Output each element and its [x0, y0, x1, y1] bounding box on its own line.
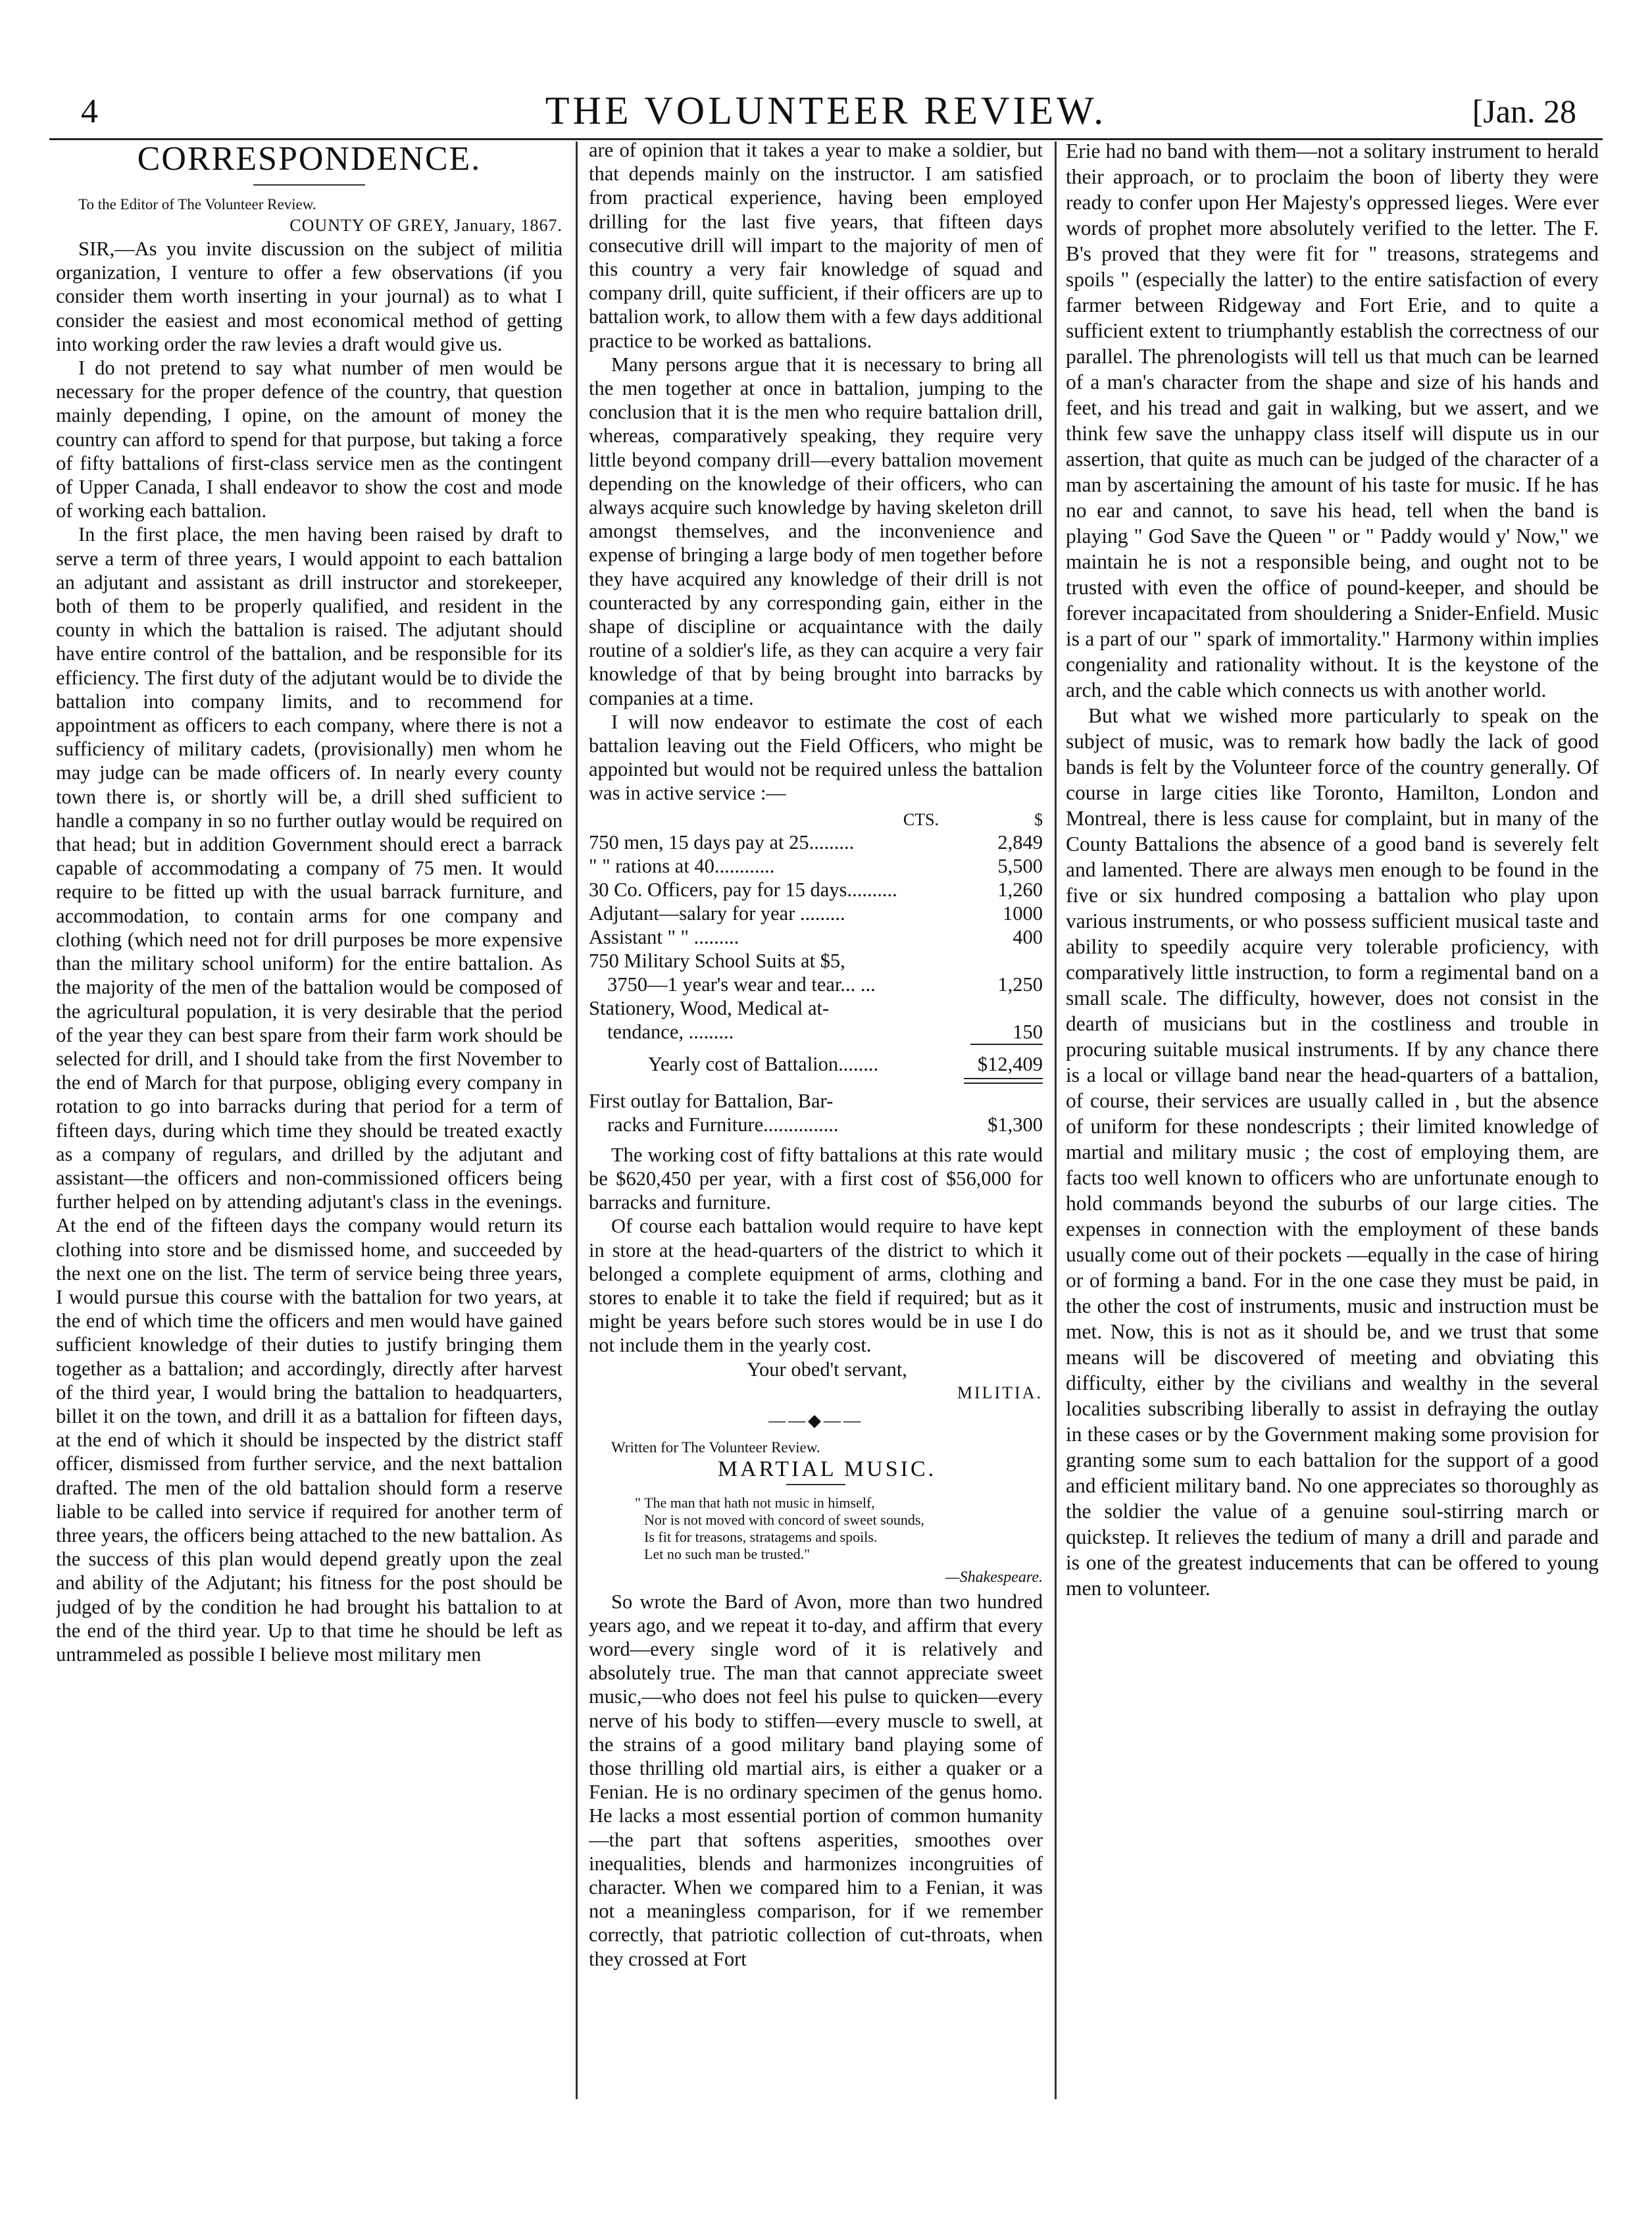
column-1	[56, 138, 563, 2106]
cost-label: " " rations at 40............	[589, 854, 775, 877]
section-heading: CORRESPONDENCE.	[137, 140, 482, 178]
cost-row	[589, 902, 1043, 925]
column-3	[1066, 138, 1599, 2106]
cost-amount: 400	[1013, 925, 1043, 948]
first-outlay-label: racks and Furniture...............	[607, 1113, 839, 1136]
total-double-rule	[964, 1078, 1043, 1084]
epigraph	[589, 1494, 1043, 1563]
issue-date: [Jan. 28	[1472, 93, 1576, 130]
cost-amount: 5,500	[997, 854, 1043, 877]
cost-row	[589, 925, 1043, 949]
letter-paragraph: I do not pretend to say what number of men would be necessary for the proper defence of the country, that question mainly depending, I opine, on the amount of money the country can afford to spend for that purpose, but taking a force of fifty battalions of first-class service men as the contingent of Upper Canada, I shall endeavor to show the cost and mode of working each battalion.	[56, 357, 563, 522]
letter-paragraph: are of opinion that it takes a year to make a soldier, but that depends mainly on the instructor. I am satisfied from practical experience, having been employed drilling for the last five years, that fifteen days consecutive drill will impart to the majority of men of this country a very fair knowledge of squad and company drill, quite sufficient, if their officers are up to battalion work, to allow them with a few days additional practice to be worked as battalions.	[589, 139, 1043, 352]
cost-row	[589, 973, 1043, 996]
cost-label: 750 men, 15 days pay at 25.........	[589, 830, 855, 853]
yearly-cost-amount: $12,409	[977, 1052, 1043, 1075]
cost-label: 750 Military School Suits at $5,	[589, 949, 845, 972]
page-number: 4	[81, 93, 98, 130]
sum-rule	[970, 1044, 1043, 1045]
cost-label: Assistant " " .........	[589, 925, 739, 948]
cost-row	[589, 996, 1043, 1020]
cost-row	[589, 949, 1043, 973]
letter-signature: MILITIA.	[957, 1383, 1043, 1402]
cost-label: Stationery, Wood, Medical at-	[589, 996, 830, 1019]
cost-amount: 1000	[1003, 902, 1043, 925]
column-divider	[576, 141, 578, 2099]
title-rule	[786, 1484, 845, 1485]
cost-row	[589, 878, 1043, 902]
letter-dateline: COUNTY OF GREY, January, 1867.	[289, 216, 563, 235]
heading-rule	[253, 184, 365, 186]
epigraph-line: Is fit for treasons, stratagems and spoils.	[644, 1529, 878, 1546]
cost-amount: 2,849	[997, 830, 1043, 853]
article-credit: Written for The Volunteer Review.	[611, 1439, 820, 1456]
cost-table	[589, 809, 1043, 1136]
cost-label: tendance, .........	[607, 1020, 734, 1043]
first-outlay-amount: $1,300	[988, 1113, 1043, 1136]
letter-paragraph: SIR,—As you invite discussion on the subject of militia organization, I venture to offer a few observations (if you consider them worth inserting in your journal) as to what I consider the easiest and most economical method of getting into working order the raw levies a draft would give us.	[56, 238, 563, 355]
first-outlay-row	[589, 1113, 1043, 1136]
letter-paragraph: I will now endeavor to estimate the cost of each battalion leaving out the Field Officers, who might be appointed but would not be required unless the battalion was in active service :—	[589, 710, 1043, 805]
first-outlay-row	[589, 1089, 1043, 1113]
epigraph-line: " The man that hath not music in himself,	[635, 1494, 875, 1512]
cost-col-cts: CTS.	[903, 809, 939, 829]
cost-amount	[970, 949, 1043, 973]
letter-paragraph: In the first place, the men having been raised by draft to serve a term of three years, I would appoint to each battalion an adjutant and assistant as drill instructor and storekeeper, both of them to be properly qualified, and resident in the county in which the battalion is raised. The adjutant should have entire control of the battalion, and be responsible for its efficiency. The first duty of the adjutant would be to divide the battalion into company limits, and to recommend for appointment as officers to each company, where there is not a sufficiency of military cadets, (provisionally) men whom he may judge can be made officers of. In nearly every county town there is, or shortly will be, a drill shed sufficient to handle a company in so no further outlay would be required on that head; but in addition Government should erect a barrack capable of accommodating a company of 75 men. It would require to be fitted up with the usual barrack furniture, and accommodation, to contain arms for one company and clothing (which need not for drill purposes be more expensive than the military school uniform) for the entire battalion. As the majority of the men of the battalion would be composed of the agricultural population, it is very desirable that the period of the year they can best spare from their farm work should be selected for drill, and I should take from the first November to the end of March for that purpose, obliging every company in rotation to go into barracks during that period for a term of fifteen days, during which time they should be treated exactly as a company of regulars, and drilled by the adjutant and assistant—the officers and non-commissioned officers being further helped on by attending adjutant's class in the evenings. At the end of the fifteen days the company would return its clothing into store and be dismissed home, and succeeded by the next one on the list. The term of service being three years, I would pursue this course with the battalion for two years, at the end of which time the officers and men would have gained sufficient knowledge of their duties to justify bringing them together as a battalion; and accordingly, directly after harvest of the third year, I would bring the battalion to headquarters, billet it on the town, and drill it as a battalion for fifteen days, at the end of which it should be inspected by the district staff officer, dismissed from further service, and the next battalion drafted. The men of the old battalion should form a reserve liable to be called into service if required for another term of three years, the officers being attached to the new battalion. As the success of this plan would depend greatly upon the zeal and ability of the Adjutant; his fitness for the post should be judged of by the condition he had brought his battalion to at the end of the third year. Up to that time he should be left as untrammeled as possible I believe most military men	[56, 523, 563, 1666]
letter-signoff: Your obed't servant,	[747, 1358, 907, 1381]
article-title: MARTIAL MUSIC.	[717, 1457, 937, 1482]
page-header	[49, 84, 1603, 145]
section-ornament: ——◆——	[768, 1410, 863, 1430]
cost-label: Adjutant—salary for year .........	[589, 902, 845, 925]
cost-amount: 1,250	[997, 973, 1043, 996]
letter-addressee: To the Editor of The Volunteer Review.	[78, 196, 316, 213]
cost-row	[589, 854, 1043, 878]
epigraph-line: Let no such man be trusted."	[644, 1546, 811, 1563]
column-2	[589, 138, 1043, 2106]
article-paragraph: So wrote the Bard of Avon, more than two hundred years ago, and we repeat it to-day, and affirm that every word—every single word of it is relatively and absolutely true. The man that cannot appreciate sweet music,—who does not feel his pulse to quicken—every nerve of his body to stiffen—every muscle to swell, at the strains of a good military band playing some of those thrilling old martial airs, is either a quaker or a Fenian. He is no ordinary specimen of the genus homo. He lacks a most essential portion of common humanity—the part that softens asperities, smoothes over inequalities, blends and harmonizes incongruities of character. When we compared him to a Fenian, it was not a meaningless comparison, for if we remember correctly, that patriotic collection of cut-throats, when they crossed at Fort	[589, 1590, 1043, 1970]
epigraph-attribution: —Shakespeare.	[945, 1569, 1043, 1587]
cost-table-header	[589, 809, 1043, 830]
cost-label: 3750—1 year's wear and tear... ...	[607, 973, 876, 996]
epigraph-line: Nor is not moved with concord of sweet sounds,	[644, 1512, 924, 1529]
yearly-cost-row	[589, 1052, 1043, 1077]
cost-amount	[970, 996, 1043, 1020]
cost-amount: 150	[1013, 1020, 1043, 1043]
letter-paragraph: Many persons argue that it is necessary to bring all the men together at once in battalion, jumping to the conclusion that it is the men who require battalion drill, whereas, comparatively speaking, they require very little beyond company drill—every battalion movement depending on the knowledge of their officers, who can always acquire such knowledge by having skeleton drill amongst themselves, and the inconvenience and expense of bringing a large body of men together before they have acquired any knowledge of their drill is not counteracted by any corresponding gain, either in the shape of discipline or acquaintance with the daily routine of a soldier's life, as they can acquire a very fair knowledge of that by being brought into barracks by companies at a time.	[589, 353, 1043, 709]
masthead-title: THE VOLUNTEER REVIEW.	[545, 89, 1107, 132]
yearly-cost-label: Yearly cost of Battalion........	[648, 1052, 879, 1075]
cost-label: 30 Co. Officers, pay for 15 days..........	[589, 878, 897, 901]
article-paragraph: Erie had no band with them—not a solitary instrument to herald their approach, or to proclaim the boon of liberty they were ready to confer upon Her Majesty's oppressed lieges. Were ever words of prophet more absolutely verified to the letter. The F. B's proved that they were fit for " treasons, strategems and spoils " (especially the latter) to the entire satisfaction of every farmer between Ridgeway and Fort Erie, and to quite a sufficient extent to triumphantly establish the correctness of our parallel. The phrenologists will tell us that much can be learned of a man's character from the shape and size of his hands and feet, and his tread and gait in walking, but we assert, and we think few save the unhappy class itself will dispute us in our assertion, that quite as much can be judged of the character of a man by ascertaining the amount of his taste for music. If he has no ear and cannot, to save his head, tell when the band is playing " God Save the Queen " or " Paddy would y' Now," we maintain he is not a responsible being, and ought not to be trusted with even the office of pound-keeper, and should be forever incapacitated from shouldering a Snider-Enfield. Music is a part of our " spark of immortality." Harmony within implies congeniality and rationality without. It is the keystone of the arch, and the cable which connects us with another world.	[1066, 140, 1599, 701]
cost-col-dollars: $	[1034, 809, 1043, 829]
cost-row	[589, 830, 1043, 854]
column-divider	[1055, 141, 1057, 2099]
letter-paragraph: Of course each battalion would require to have kept in store at the head-quarters of the district to which it belonged a complete equipment of arms, clothing and stores to enable it to take the field if required; but as it might be years before such stores would be in use I do not include them in the yearly cost.	[589, 1215, 1043, 1357]
article-paragraph: But what we wished more particularly to speak on the subject of music, was to remark how badly the lack of good bands is felt by the Volunteer force of the country generally. Of course in large cities like Toronto, Hamilton, London and Montreal, there is less cause for complaint, but in many of the County Battalions the absence of a good band is severely felt and lamented. There are always men enough to be found in the five or six hundred composing a battalion who play upon various instruments, or who possess sufficient musical taste and ability to speedily acquire very tolerable proficiency, with comparatively little instruction, to form a regimental band on a small scale. The difficulty, however, does not consist in the dearth of musicians but in the costliness and trouble in procuring suitable musical instruments. If by any chance there is a local or village band near the head-quarters of a battalion, of course, their services are usually called in , but the absence of uniform for these nondescripts ; their limited knowledge of martial and military music ; the cost of employing them, are facts too well known to officers who are unfortunate enough to hold commands beyond the suburbs of our large cities. The expenses in connection with the employment of these bands usually come out of their pockets —equally in the case of hiring or of forming a band. For in the one case they must be paid, in the other the cost of instruments, music and instruction must be met. Now, this is not as it should be, and we trust that some means will be discovered of meeting and obviating this difficulty, either by the civilians and wealthy in the several localities subscribing liberally to assist in defraying the outlay in these cases or by the Government making some provision for granting some sum to each battalion for the support of a good and efficient military band. No one appreciates so thoroughly as the soldier the value of a genuine soul-stirring march or quickstep. It relieves the tedium of many a drill and parade and is one of the greatest inducements that can be offered to young men to volunteer.	[1066, 704, 1599, 1600]
cost-row	[589, 1020, 1043, 1044]
first-outlay-label: First outlay for Battalion, Bar-	[589, 1089, 834, 1112]
letter-paragraph: The working cost of fifty battalions at this rate would be $620,450 per year, with a first cost of $56,000 for barracks and furniture.	[589, 1143, 1043, 1214]
cost-amount: 1,260	[997, 878, 1043, 901]
